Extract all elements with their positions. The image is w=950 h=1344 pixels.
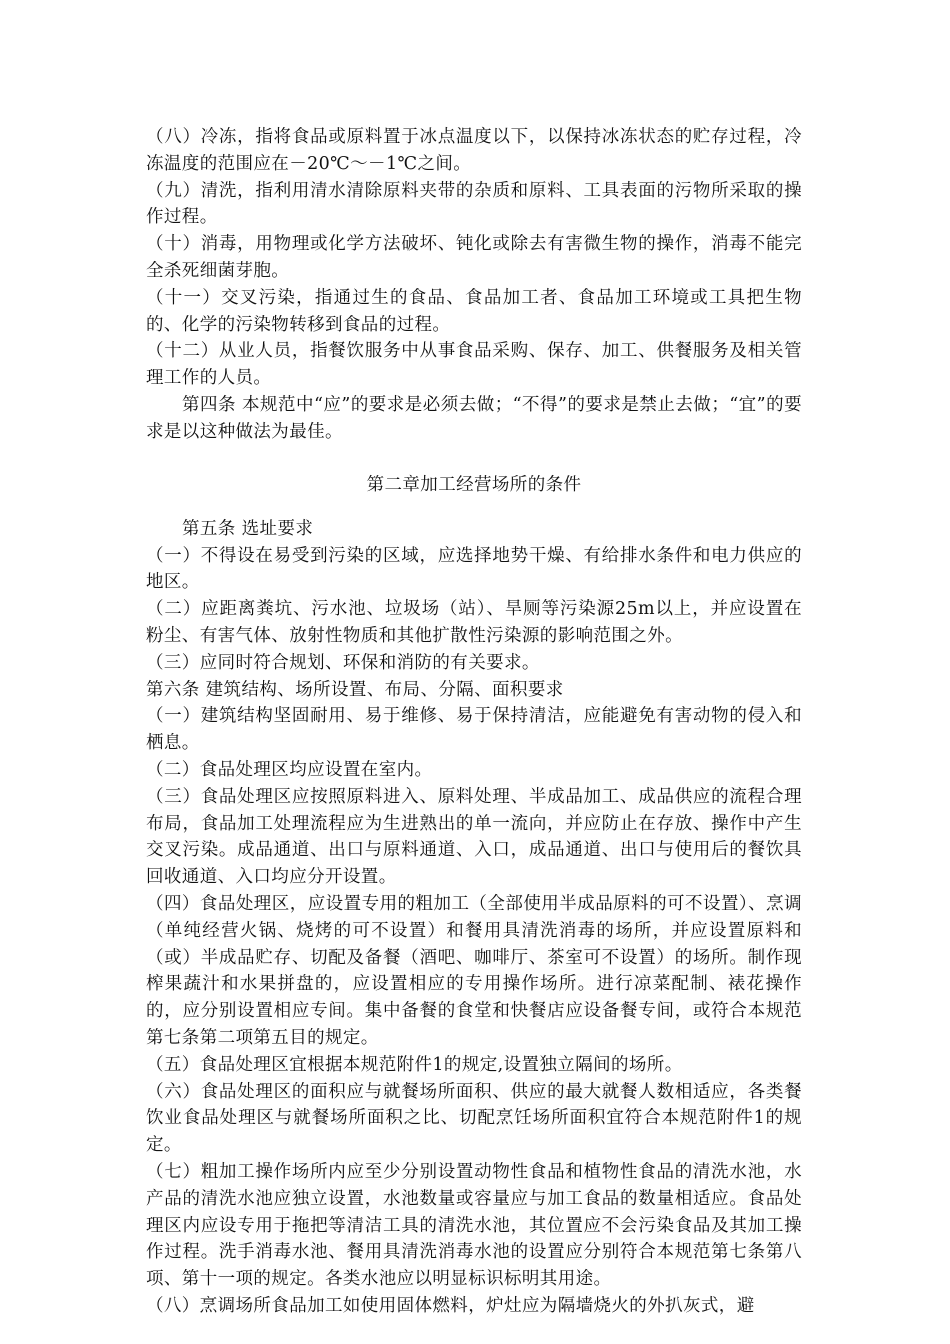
article-6-item-1: （一）建筑结构坚固耐用、易于维修、易于保持清洁，应能避免有害动物的侵入和栖息。 xyxy=(146,706,802,754)
article-6-item-2: （二）食品处理区均应设置在室内。 xyxy=(146,760,433,781)
article-6-item-6: （六）食品处理区的面积应与就餐场所面积、供应的最大就餐人数相适应，各类餐饮业食品处理区与就餐场所面积之比、切配烹饪场所面积宜符合本规范附件1的规定。 xyxy=(146,1081,802,1156)
paragraph-definition-12: （十二）从业人员，指餐饮服务中从事食品采购、保存、加工、供餐服务及相关管理工作的人员。 xyxy=(146,341,802,389)
paragraph-definition-11: （十一）交叉污染，指通过生的食品、食品加工者、食品加工环境或工具把生物的、化学的污染物转移到食品的过程。 xyxy=(146,287,802,335)
article-6-item-4: （四）食品处理区，应设置专用的粗加工（全部使用半成品原料的可不设置）、烹调（单纯经营火锅、烧烤的可不设置）和餐用具清洗消毒的场所，并应设置原料和（或）半成品贮存、切配及备餐（酒吧、咖啡厅、茶室可不设置）的场所。制作现榨果蔬汁和水果拼盘的，应设置相应的专用操作场所。进行凉菜配制、裱花操作的，应分别设置相应专间。集中备餐的食堂和快餐店应设备餐专间，或符合本规范第七条第二项第五目的规定。 xyxy=(146,894,802,1048)
article-6-item-3: （三）食品处理区应按照原料进入、原料处理、半成品加工、成品供应的流程合理布局，食品加工处理流程应为生进熟出的单一流向，并应防止在存放、操作中产生交叉污染。成品通道、出口与原料通道、入口，成品通道、出口与使用后的餐饮具回收通道、入口均应分开设置。 xyxy=(146,786,802,888)
article-6-title: 第六条 建筑结构、场所设置、布局、分隔、面积要求 xyxy=(146,679,564,700)
article-5-item-1: （一）不得设在易受到污染的区域，应选择地势干燥、有给排水条件和电力供应的地区。 xyxy=(146,545,802,593)
article-6-item-5: （五）食品处理区宜根据本规范附件1的规定,设置独立隔间的场所。 xyxy=(146,1054,683,1075)
paragraph-definition-10: （十）消毒，用物理或化学方法破坏、钝化或除去有害微生物的操作，消毒不能完全杀死细菌芽胞。 xyxy=(146,234,802,281)
article-5-title: 第五条 选址要求 xyxy=(182,518,314,539)
document-body xyxy=(146,124,802,1320)
article-4: 第四条 本规范中“应”的要求是必须去做；“不得”的要求是禁止去做；“宜”的要求是以这种做法为最佳。 xyxy=(146,394,802,442)
article-5-item-2: （二）应距离粪坑、污水池、垃圾场（站）、旱厕等污染源25m以上，并应设置在粉尘、有害气体、放射性物质和其他扩散性污染源的影响范围之外。 xyxy=(146,599,802,647)
article-6-item-8: （八）烹调场所食品加工如使用固体燃料，炉灶应为隔墙烧火的外扒灰式，避 xyxy=(146,1295,755,1316)
article-6-item-7: （七）粗加工操作场所内应至少分别设置动物性食品和植物性食品的清洗水池，水产品的清洗水池应独立设置，水池数量或容量应与加工食品的数量相适应。食品处理区内应设专用于拖把等清洁工具的清洗水池，其位置应不会污染食品及其加工操作过程。洗手消毒水池、餐用具清洗消毒水池的设置应分别符合本规范第七条第八项、第十一项的规定。各类水池应以明显标识标明其用途。 xyxy=(146,1161,802,1290)
paragraph-definition-8: （八）冷冻，指将食品或原料置于冰点温度以下，以保持冰冻状态的贮存过程，冷冻温度的范围应在－20℃～－1℃之间。 xyxy=(146,127,802,174)
article-5-item-3: （三）应同时符合规划、环保和消防的有关要求。 xyxy=(146,652,540,673)
paragraph-definition-9: （九）清洗，指利用清水清除原料夹带的杂质和原料、工具表面的污物所采取的操作过程。 xyxy=(146,180,802,228)
chapter-heading: 第二章加工经营场所的条件 xyxy=(366,474,582,495)
